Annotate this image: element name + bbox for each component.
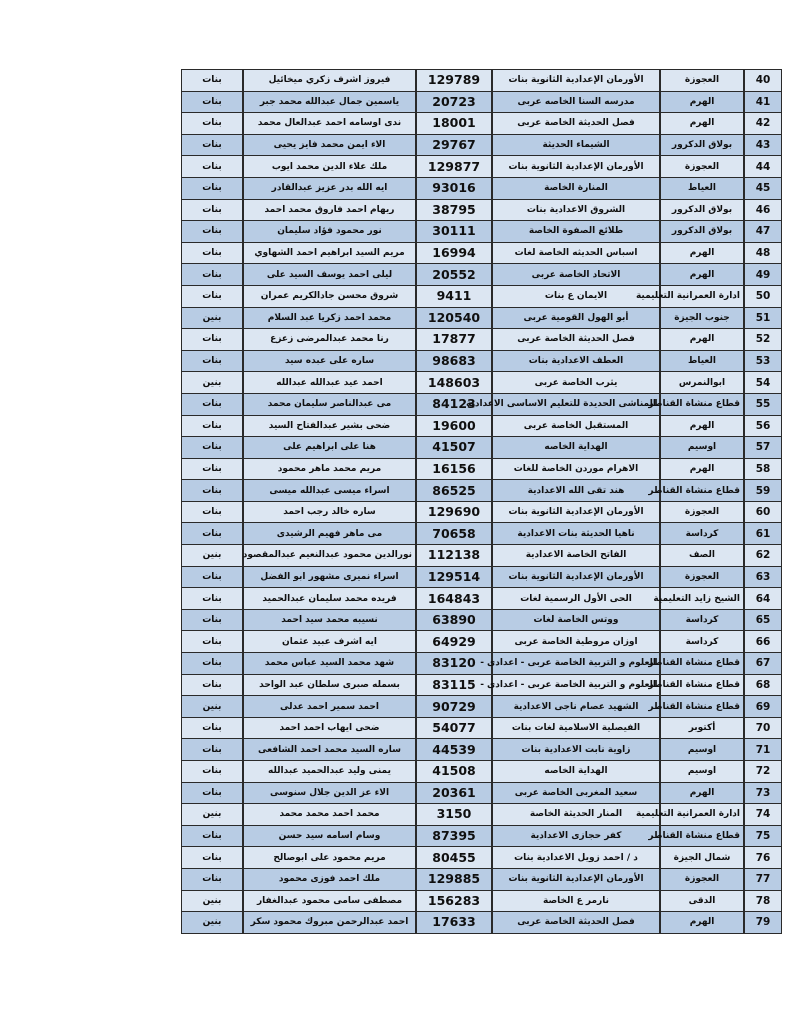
gender-cell: بنات <box>182 393 244 415</box>
table-row <box>182 307 782 329</box>
gender-cell: بنات <box>182 242 244 264</box>
gender-cell: بنات <box>182 761 244 783</box>
area-cell: الصف <box>660 545 744 567</box>
school-cell: فصل الحديثة الخاصة عربى <box>492 329 660 351</box>
table-row <box>182 134 782 156</box>
school-cell: المناشى الحديدة للتعليم الاساسى الاعدادية <box>492 393 660 415</box>
school-cell: الفاتح الخاصة الاعدادية <box>492 545 660 567</box>
student-name-cell: مريم السيد ابراهيم احمد الشهاوي <box>243 242 416 264</box>
student-name-cell: شروق محسن جادالكريم عمران <box>243 285 416 307</box>
student-name-cell: ساره على عبده سيد <box>243 350 416 372</box>
student-name-cell: احمد سمير احمد عدلى <box>243 696 416 718</box>
school-cell: المنارة الخاصة <box>492 177 660 199</box>
gender-cell: بنات <box>182 113 244 135</box>
table-row <box>182 113 782 135</box>
student-name-cell: اسراء نميرى مشهور ابو الفضل <box>243 566 416 588</box>
seat-code-cell: 20361 <box>416 782 492 804</box>
table-row <box>182 501 782 523</box>
table-row <box>182 674 782 696</box>
student-name-cell: احمد عبدالرحمن مبروك محمود سكر <box>243 912 416 934</box>
school-cell: الفيصلية الاسلامية لغات بنات <box>492 717 660 739</box>
table-row <box>182 782 782 804</box>
school-cell: ناهيا الحديثة بنات الاعدادية <box>492 523 660 545</box>
seat-code-cell: 20723 <box>416 91 492 113</box>
table-row <box>182 242 782 264</box>
seat-code-cell: 29767 <box>416 134 492 156</box>
row-number: 48 <box>744 242 782 264</box>
table-row <box>182 199 782 221</box>
student-name-cell: وسام اسامه سيد حسن <box>243 825 416 847</box>
row-number: 60 <box>744 501 782 523</box>
row-number: 61 <box>744 523 782 545</box>
gender-cell: بنات <box>182 70 244 92</box>
row-number: 70 <box>744 717 782 739</box>
student-name-cell: ايه اشرف عبيد عثمان <box>243 631 416 653</box>
student-name-cell: ضحى ايهاب احمد احمد <box>243 717 416 739</box>
seat-code-cell: 70658 <box>416 523 492 545</box>
seat-code-cell: 129885 <box>416 868 492 890</box>
student-name-cell: ساره خالد رجب احمد <box>243 501 416 523</box>
gender-cell: بنات <box>182 264 244 286</box>
student-name-cell: ليلى احمد يوسف السيد على <box>243 264 416 286</box>
area-cell: قطاع منشاة القناطر <box>660 480 744 502</box>
table-row <box>182 91 782 113</box>
gender-cell: بنات <box>182 350 244 372</box>
school-cell: أبو الهول القومية عربى <box>492 307 660 329</box>
area-cell: ادارة العمرانية التعليمية <box>660 285 744 307</box>
student-name-cell: ندى اوسامه احمد عبدالعال محمد <box>243 113 416 135</box>
student-name-cell: ضحى بشير عبدالفتاح السيد <box>243 415 416 437</box>
school-cell: د / احمد زويل الاعدادية بنات <box>492 847 660 869</box>
table-row <box>182 458 782 480</box>
area-cell: بولاق الدكرور <box>660 221 744 243</box>
area-cell: بولاق الدكرور <box>660 199 744 221</box>
area-cell: العجوزة <box>660 156 744 178</box>
school-cell: العلوم و التربية الخاصة عربى - اعدادى - <box>492 674 660 696</box>
seat-code-cell: 164843 <box>416 588 492 610</box>
school-cell: ووتس الخاصة لغات <box>492 609 660 631</box>
table-row <box>182 717 782 739</box>
school-cell: المنار الحديثة الخاصة <box>492 804 660 826</box>
table-row <box>182 372 782 394</box>
seat-code-cell: 3150 <box>416 804 492 826</box>
area-cell: الهرم <box>660 329 744 351</box>
table-row <box>182 285 782 307</box>
seat-code-cell: 16156 <box>416 458 492 480</box>
row-number: 78 <box>744 890 782 912</box>
student-name-cell: الاء ايمن محمد فايز يحيى <box>243 134 416 156</box>
table-row <box>182 609 782 631</box>
row-number: 57 <box>744 437 782 459</box>
area-cell: اوسيم <box>660 761 744 783</box>
seat-code-cell: 148603 <box>416 372 492 394</box>
student-name-cell: ريهام احمد فاروق محمد احمد <box>243 199 416 221</box>
student-name-cell: مريم محمد ماهر محمود <box>243 458 416 480</box>
student-name-cell: الاء عز الدين جلال سنوسى <box>243 782 416 804</box>
gender-cell: بنات <box>182 868 244 890</box>
school-cell: مدرسه السنا الخاصه عربى <box>492 91 660 113</box>
gender-cell: بنات <box>182 523 244 545</box>
row-number: 64 <box>744 588 782 610</box>
gender-cell: بنات <box>182 329 244 351</box>
seat-code-cell: 17633 <box>416 912 492 934</box>
table-row <box>182 739 782 761</box>
row-number: 53 <box>744 350 782 372</box>
table-row <box>182 350 782 372</box>
student-name-cell: اسراء ميسى عبدالله ميسى <box>243 480 416 502</box>
row-number: 75 <box>744 825 782 847</box>
area-cell: العياط <box>660 177 744 199</box>
table-row <box>182 912 782 934</box>
student-name-cell: ملك علاء الدين محمد ايوب <box>243 156 416 178</box>
table-row <box>182 415 782 437</box>
row-number: 52 <box>744 329 782 351</box>
area-cell: قطاع منشاة القناطر <box>660 825 744 847</box>
school-cell: الأورمان الإعدادية الثانوية بنات <box>492 868 660 890</box>
table-row <box>182 480 782 502</box>
table-row <box>182 264 782 286</box>
table-row <box>182 588 782 610</box>
student-name-cell: ايه الله بدر عزيز عبدالقادر <box>243 177 416 199</box>
school-cell: يثرب الخاصة عربى <box>492 372 660 394</box>
gender-cell: بنات <box>182 437 244 459</box>
gender-cell: بنات <box>182 825 244 847</box>
gender-cell: بنات <box>182 415 244 437</box>
gender-cell: بنات <box>182 480 244 502</box>
row-number: 46 <box>744 199 782 221</box>
gender-cell: بنين <box>182 307 244 329</box>
gender-cell: بنات <box>182 653 244 675</box>
seat-code-cell: 112138 <box>416 545 492 567</box>
school-cell: العطف الاعدادية بنات <box>492 350 660 372</box>
school-cell: الشيماء الحديثة <box>492 134 660 156</box>
row-number: 76 <box>744 847 782 869</box>
table-row <box>182 653 782 675</box>
student-name-cell: مريم محمود على ابوصالح <box>243 847 416 869</box>
seat-code-cell: 129514 <box>416 566 492 588</box>
gender-cell: بنين <box>182 372 244 394</box>
area-cell: الهرم <box>660 91 744 113</box>
school-cell: الشهيد عصام ناجى الاعدادية <box>492 696 660 718</box>
area-cell: الشيخ زايد التعليمية <box>660 588 744 610</box>
student-name-cell: مى عبدالناصر سليمان محمد <box>243 393 416 415</box>
area-cell: ادارة العمرانية التعليمية <box>660 804 744 826</box>
row-number: 62 <box>744 545 782 567</box>
gender-cell: بنات <box>182 739 244 761</box>
area-cell: العجوزة <box>660 868 744 890</box>
student-name-cell: ياسمين جمال عبدالله محمد جبر <box>243 91 416 113</box>
school-cell: زاوية نابت الاعدادية بنات <box>492 739 660 761</box>
row-number: 74 <box>744 804 782 826</box>
row-number: 50 <box>744 285 782 307</box>
area-cell: الهرم <box>660 912 744 934</box>
gender-cell: بنات <box>182 847 244 869</box>
row-number: 65 <box>744 609 782 631</box>
table-row <box>182 329 782 351</box>
area-cell: اوسيم <box>660 437 744 459</box>
seat-code-cell: 120540 <box>416 307 492 329</box>
seat-code-cell: 9411 <box>416 285 492 307</box>
area-cell: العجوزة <box>660 566 744 588</box>
student-name-cell: رنا محمد عبدالمرضى زعزع <box>243 329 416 351</box>
table-row <box>182 631 782 653</box>
row-number: 69 <box>744 696 782 718</box>
table-body <box>182 70 782 934</box>
student-name-cell: فيروز اشرف زكري ميخائيل <box>243 70 416 92</box>
school-cell: الهداية الخاصه <box>492 437 660 459</box>
gender-cell: بنات <box>182 156 244 178</box>
student-name-cell: محمد احمد محمد محمد <box>243 804 416 826</box>
area-cell: الهرم <box>660 113 744 135</box>
seat-code-cell: 64929 <box>416 631 492 653</box>
school-cell: طلائع الصفوة الخاصة <box>492 221 660 243</box>
area-cell: قطاع منشاة القناطر <box>660 674 744 696</box>
school-cell: سعيد المغربى الخاصة عربى <box>492 782 660 804</box>
table-row <box>182 847 782 869</box>
gender-cell: بنات <box>182 717 244 739</box>
area-cell: قطاع منشاة القناطر <box>660 696 744 718</box>
gender-cell: بنين <box>182 912 244 934</box>
row-number: 58 <box>744 458 782 480</box>
area-cell: أكتوبر <box>660 717 744 739</box>
table-row <box>182 221 782 243</box>
gender-cell: بنات <box>182 566 244 588</box>
student-name-cell: مى ماهر فهيم الرشيدى <box>243 523 416 545</box>
table-row <box>182 868 782 890</box>
school-cell: المستقبل الخاصة عربى <box>492 415 660 437</box>
school-cell: فصل الحديثة الخاصة عربى <box>492 912 660 934</box>
area-cell: الدقى <box>660 890 744 912</box>
seat-code-cell: 30111 <box>416 221 492 243</box>
row-number: 68 <box>744 674 782 696</box>
area-cell: العياط <box>660 350 744 372</box>
seat-code-cell: 86525 <box>416 480 492 502</box>
seat-code-cell: 80455 <box>416 847 492 869</box>
table-row <box>182 523 782 545</box>
table-row <box>182 761 782 783</box>
table-row <box>182 437 782 459</box>
seat-code-cell: 93016 <box>416 177 492 199</box>
area-cell: قطاع منشاة القناطر <box>660 653 744 675</box>
gender-cell: بنات <box>182 501 244 523</box>
school-cell: فصل الحديثة الخاصة عربى <box>492 113 660 135</box>
table-row <box>182 545 782 567</box>
school-cell: الاتحاد الخاصة عربى <box>492 264 660 286</box>
seat-code-cell: 38795 <box>416 199 492 221</box>
gender-cell: بنات <box>182 134 244 156</box>
row-number: 59 <box>744 480 782 502</box>
seat-code-cell: 44539 <box>416 739 492 761</box>
school-cell: كفر حجازى الاعدادية <box>492 825 660 847</box>
gender-cell: بنات <box>182 782 244 804</box>
seat-code-cell: 129877 <box>416 156 492 178</box>
school-cell: الايمان ع بنات <box>492 285 660 307</box>
row-number: 56 <box>744 415 782 437</box>
seat-code-cell: 83115 <box>416 674 492 696</box>
area-cell: كرداسة <box>660 523 744 545</box>
student-name-cell: نور محمود فؤاد سليمان <box>243 221 416 243</box>
row-number: 40 <box>744 70 782 92</box>
seat-code-cell: 98683 <box>416 350 492 372</box>
school-cell: اوزان مروطية الخاصة عربى <box>492 631 660 653</box>
row-number: 79 <box>744 912 782 934</box>
table-row <box>182 890 782 912</box>
school-cell: الحى الأول الرسمية لغات <box>492 588 660 610</box>
row-number: 71 <box>744 739 782 761</box>
school-cell: الأورمان الإعدادية الثانوية بنات <box>492 70 660 92</box>
table-row <box>182 825 782 847</box>
student-name-cell: احمد عيد عبدالله عبدالله <box>243 372 416 394</box>
row-number: 77 <box>744 868 782 890</box>
seat-code-cell: 54077 <box>416 717 492 739</box>
seat-code-cell: 18001 <box>416 113 492 135</box>
seat-code-cell: 63890 <box>416 609 492 631</box>
area-cell: الهرم <box>660 415 744 437</box>
school-cell: الأورمان الإعدادية الثانوية بنات <box>492 156 660 178</box>
student-name-cell: شهد محمد السيد عباس محمد <box>243 653 416 675</box>
gender-cell: بنات <box>182 285 244 307</box>
school-cell: اسباس الحديثه الخاصة لغات <box>492 242 660 264</box>
seat-code-cell: 83120 <box>416 653 492 675</box>
row-number: 45 <box>744 177 782 199</box>
gender-cell: بنات <box>182 674 244 696</box>
table-row <box>182 156 782 178</box>
seat-code-cell: 17877 <box>416 329 492 351</box>
seat-code-cell: 87395 <box>416 825 492 847</box>
row-number: 44 <box>744 156 782 178</box>
gender-cell: بنات <box>182 631 244 653</box>
row-number: 42 <box>744 113 782 135</box>
school-cell: الأورمان الإعدادية الثانوية بنات <box>492 501 660 523</box>
student-name-cell: محمد احمد زكريا عبد السلام <box>243 307 416 329</box>
gender-cell: بنات <box>182 199 244 221</box>
seat-code-cell: 129789 <box>416 70 492 92</box>
table-row <box>182 70 782 92</box>
area-cell: جنوب الجيزة <box>660 307 744 329</box>
area-cell: الهرم <box>660 458 744 480</box>
seat-code-cell: 90729 <box>416 696 492 718</box>
area-cell: العجوزة <box>660 70 744 92</box>
student-name-cell: يمنى وليد عبدالحميد عبدالله <box>243 761 416 783</box>
area-cell: الهرم <box>660 242 744 264</box>
student-name-cell: ملك احمد فوزى محمود <box>243 868 416 890</box>
table-row <box>182 566 782 588</box>
gender-cell: بنين <box>182 696 244 718</box>
area-cell: شمال الجيزة <box>660 847 744 869</box>
row-number: 55 <box>744 393 782 415</box>
row-number: 43 <box>744 134 782 156</box>
seat-code-cell: 84123 <box>416 393 492 415</box>
gender-cell: بنات <box>182 609 244 631</box>
seat-code-cell: 41507 <box>416 437 492 459</box>
school-cell: الاهرام موردن الخاصة للغات <box>492 458 660 480</box>
gender-cell: بنين <box>182 804 244 826</box>
student-name-cell: مصطفى سامى محمود عبدالغفار <box>243 890 416 912</box>
area-cell: اوسيم <box>660 739 744 761</box>
row-number: 66 <box>744 631 782 653</box>
row-number: 72 <box>744 761 782 783</box>
school-cell: الأورمان الإعدادية الثانوية بنات <box>492 566 660 588</box>
school-cell: العلوم و التربية الخاصة عربى - اعدادى - <box>492 653 660 675</box>
gender-cell: بنات <box>182 91 244 113</box>
gender-cell: بنات <box>182 588 244 610</box>
area-cell: كرداسة <box>660 631 744 653</box>
area-cell: الهرم <box>660 782 744 804</box>
student-name-cell: بسمله صبرى سلطان عبد الواحد <box>243 674 416 696</box>
students-table <box>181 69 782 934</box>
row-number: 49 <box>744 264 782 286</box>
seat-code-cell: 41508 <box>416 761 492 783</box>
area-cell: ابوالنمرس <box>660 372 744 394</box>
table-row <box>182 393 782 415</box>
gender-cell: بنين <box>182 545 244 567</box>
gender-cell: بنات <box>182 458 244 480</box>
seat-code-cell: 19600 <box>416 415 492 437</box>
table-row <box>182 804 782 826</box>
student-name-cell: ساره السيد محمد احمد الشافعى <box>243 739 416 761</box>
area-cell: قطاع منشاة القناطر <box>660 393 744 415</box>
gender-cell: بنات <box>182 221 244 243</box>
seat-code-cell: 129690 <box>416 501 492 523</box>
row-number: 67 <box>744 653 782 675</box>
row-number: 54 <box>744 372 782 394</box>
area-cell: العجوزة <box>660 501 744 523</box>
gender-cell: بنين <box>182 890 244 912</box>
row-number: 41 <box>744 91 782 113</box>
gender-cell: بنات <box>182 177 244 199</box>
seat-code-cell: 16994 <box>416 242 492 264</box>
student-name-cell: نسيبه محمد سيد احمد <box>243 609 416 631</box>
school-cell: الشروق الاعدادية بنات <box>492 199 660 221</box>
school-cell: هند تقى الله الاعدادية <box>492 480 660 502</box>
student-name-cell: نورالدين محمود عبدالنعيم عبدالمقصود <box>243 545 416 567</box>
area-cell: كرداسة <box>660 609 744 631</box>
row-number: 63 <box>744 566 782 588</box>
student-name-cell: هنا على ابراهيم على <box>243 437 416 459</box>
table-row <box>182 696 782 718</box>
area-cell: الهرم <box>660 264 744 286</box>
seat-code-cell: 20552 <box>416 264 492 286</box>
school-cell: نارمر ع الخاصة <box>492 890 660 912</box>
row-number: 51 <box>744 307 782 329</box>
school-cell: الهداية الخاصه <box>492 761 660 783</box>
row-number: 73 <box>744 782 782 804</box>
area-cell: بولاق الدكرور <box>660 134 744 156</box>
row-number: 47 <box>744 221 782 243</box>
seat-code-cell: 156283 <box>416 890 492 912</box>
table-row <box>182 177 782 199</box>
student-name-cell: فريده محمد سليمان عبدالحميد <box>243 588 416 610</box>
